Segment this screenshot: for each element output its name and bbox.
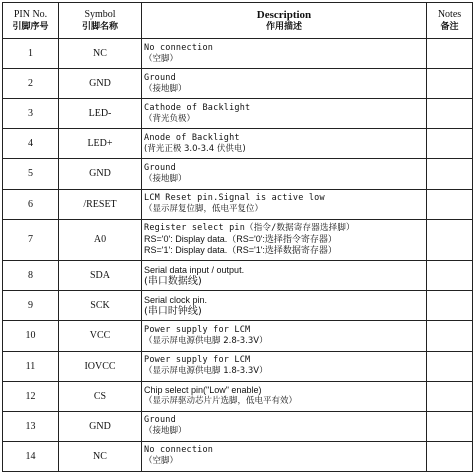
pin-number: 14 — [3, 441, 59, 471]
pin-notes — [427, 189, 473, 219]
description-line-cn: （接地脚） — [144, 83, 187, 94]
pin-description — [142, 159, 427, 189]
header-pin-no-zh: 引脚序号 — [12, 21, 49, 32]
pin-description — [142, 99, 427, 129]
header-notes — [427, 3, 473, 39]
pin-description — [142, 351, 427, 381]
description-line-cn: (串口数据线) — [144, 275, 202, 287]
pin-definition-table — [2, 2, 473, 472]
header-symbol-en: Symbol — [84, 8, 116, 20]
table-row — [3, 39, 473, 69]
table-row — [3, 189, 473, 219]
description-line-en: Chip select pin("Low" enable) — [144, 385, 262, 396]
pin-number: 11 — [3, 351, 59, 381]
pin-description — [142, 411, 427, 441]
pin-notes — [427, 381, 473, 411]
table-row — [3, 129, 473, 159]
table-row — [3, 219, 473, 261]
pin-description — [142, 129, 427, 159]
header-pin-no-en: PIN No. — [13, 8, 48, 20]
description-line-en: Ground — [144, 72, 176, 83]
pin-symbol: VCC — [59, 321, 142, 351]
description-line-en: Anode of Backlight — [144, 132, 240, 143]
pin-number: 10 — [3, 321, 59, 351]
header-description-en: Description — [256, 8, 312, 21]
pin-notes — [427, 441, 473, 471]
table-row — [3, 351, 473, 381]
pin-number: 8 — [3, 261, 59, 291]
pin-symbol: SCK — [59, 291, 142, 321]
description-line-cn: （显示屏电源供电脚 1.8-3.3V） — [144, 366, 268, 377]
table-row — [3, 321, 473, 351]
description-line-en: Serial data input / output. — [144, 264, 245, 275]
description-line-cn: （显示屏驱动芯片片选脚，低电平有效） — [144, 396, 298, 407]
pin-symbol: GND — [59, 159, 142, 189]
pin-symbol: LED+ — [59, 129, 142, 159]
pin-symbol: LED- — [59, 99, 142, 129]
table-row — [3, 381, 473, 411]
description-line-rs1: RS='1': Display data.（RS='1':选择数据寄存器） — [144, 245, 337, 256]
pin-symbol: SDA — [59, 261, 142, 291]
header-notes-zh: 备注 — [440, 21, 459, 32]
pin-description — [142, 39, 427, 69]
header-notes-en: Notes — [437, 8, 462, 20]
pin-symbol: NC — [59, 441, 142, 471]
pin-number: 3 — [3, 99, 59, 129]
pin-symbol: CS — [59, 381, 142, 411]
pin-number: 1 — [3, 39, 59, 69]
table-row — [3, 411, 473, 441]
pin-symbol: NC — [59, 39, 142, 69]
description-line-cn: （接地脚） — [144, 173, 187, 184]
header-description-zh: 作用描述 — [265, 21, 302, 32]
description-line-cn: （背光负极） — [144, 113, 196, 124]
pin-number: 7 — [3, 219, 59, 261]
description-line-cn: （空脚） — [144, 53, 179, 64]
table-row — [3, 159, 473, 189]
pin-description — [142, 189, 427, 219]
pin-notes — [427, 411, 473, 441]
pin-notes — [427, 39, 473, 69]
description-line-cn: （空脚） — [144, 456, 179, 467]
pin-notes — [427, 219, 473, 261]
pin-symbol: /RESET — [59, 189, 142, 219]
pin-description — [142, 291, 427, 321]
table-header-row — [3, 3, 473, 39]
description-line-rs0: RS='0': Display data.（RS='0':选择指令寄存器） — [144, 234, 337, 245]
pin-notes — [427, 69, 473, 99]
pin-notes — [427, 291, 473, 321]
pin-symbol: GND — [59, 411, 142, 441]
pin-notes — [427, 321, 473, 351]
pin-number: 12 — [3, 381, 59, 411]
description-line-en: LCM Reset pin.Signal is active low — [144, 193, 325, 204]
pin-notes — [427, 261, 473, 291]
description-line-en: Ground — [144, 162, 176, 173]
table-row — [3, 291, 473, 321]
description-line-en: No connection — [144, 42, 214, 53]
description-line-cn: (串口时钟线) — [144, 305, 202, 317]
description-line-cn: （接地脚） — [144, 426, 187, 437]
pin-symbol: A0 — [59, 219, 142, 261]
pin-number: 5 — [3, 159, 59, 189]
pin-description — [142, 441, 427, 471]
description-line-cn: （显示屏复位脚，低电平复位） — [144, 204, 264, 215]
pin-number: 6 — [3, 189, 59, 219]
table-row — [3, 69, 473, 99]
pin-number: 4 — [3, 129, 59, 159]
description-line-cn: （显示屏电源供电脚 2.8-3.3V） — [144, 335, 268, 346]
description-line-en: Serial clock pin. — [144, 294, 208, 305]
pin-number: 9 — [3, 291, 59, 321]
pin-number: 13 — [3, 411, 59, 441]
pin-notes — [427, 129, 473, 159]
pin-notes — [427, 159, 473, 189]
description-line-en: Cathode of Backlight — [144, 102, 251, 113]
pin-description — [142, 69, 427, 99]
pin-notes — [427, 99, 473, 129]
pin-symbol: IOVCC — [59, 351, 142, 381]
pin-symbol: GND — [59, 69, 142, 99]
pin-description — [142, 381, 427, 411]
description-line-en: Ground — [144, 415, 176, 426]
table-row — [3, 261, 473, 291]
pin-description — [142, 321, 427, 351]
pin-notes — [427, 351, 473, 381]
description-line-cn: (背光正极 3.0-3.4 伏供电) — [144, 143, 246, 154]
table-row — [3, 99, 473, 129]
header-symbol-zh: 引脚名称 — [81, 21, 118, 32]
description-line-en: Power supply for LCM — [144, 324, 251, 335]
pin-description — [142, 219, 427, 261]
pin-number: 2 — [3, 69, 59, 99]
header-symbol — [59, 3, 142, 39]
table-row — [3, 441, 473, 471]
description-line-en: Power supply for LCM — [144, 355, 251, 366]
pin-description — [142, 261, 427, 291]
description-line-en: No connection — [144, 445, 214, 456]
header-description — [142, 3, 427, 39]
header-pin-no — [3, 3, 59, 39]
description-line-en: Register select pin（指令/数据寄存器选择脚） — [144, 223, 355, 234]
